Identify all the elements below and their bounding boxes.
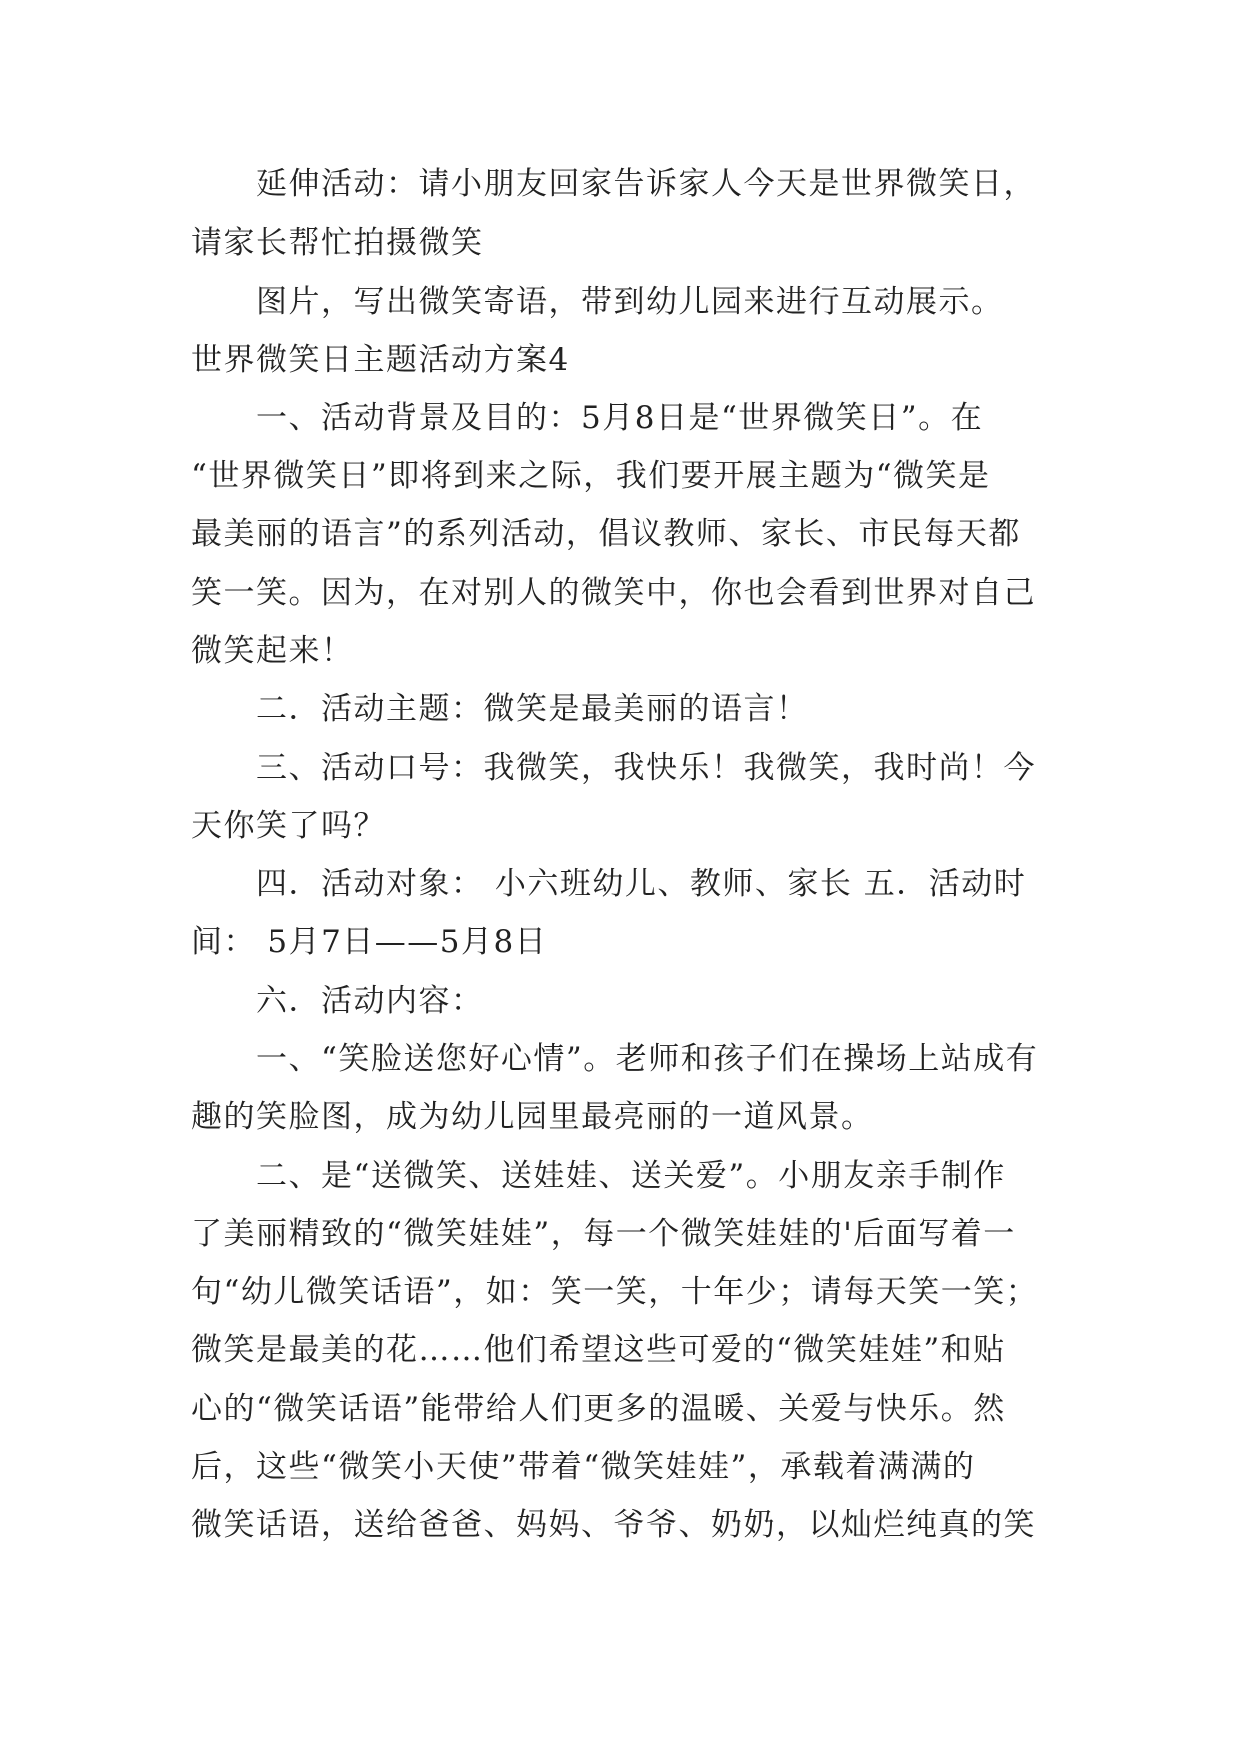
paragraph-line: 微笑是最美的花……他们希望这些可爱的“微笑娃娃”和贴 (191, 1332, 1006, 1368)
paragraph-line: 图片，写出微笑寄语，带到幼儿园来进行互动展示。 (256, 284, 1004, 320)
paragraph-line: 三、活动口号：我微笑，我快乐！我微笑，我时尚！今 (256, 750, 1036, 786)
paragraph-line: 六．活动内容： (256, 983, 484, 1019)
paragraph-line: 天你笑了吗？ (191, 808, 386, 844)
paragraph-line: 句“幼儿微笑话语”，如：笑一笑，十年少；请每天笑一笑； (191, 1274, 1039, 1310)
paragraph-line: 间： 5月7日——5月8日 (191, 924, 548, 960)
paragraph-line: 微笑起来！ (191, 633, 354, 669)
paragraph-line: 后，这些“微笑小天使”带着“微笑娃娃”，承载着满满的 (191, 1449, 976, 1485)
paragraph-line: 心的“微笑话语”能带给人们更多的温暖、关爱与快乐。然 (191, 1391, 1006, 1427)
paragraph-line: 趣的笑脸图，成为幼儿园里最亮丽的一道风景。 (191, 1099, 874, 1135)
paragraph-line: 二．活动主题：微笑是最美丽的语言！ (256, 691, 809, 727)
paragraph-line: 一、“笑脸送您好心情”。老师和孩子们在操场上站成有 (256, 1041, 1039, 1077)
paragraph-line: 四．活动对象： 小六班幼儿、教师、家长 五．活动时 (256, 866, 1027, 902)
section-heading: 世界微笑日主题活动方案4 (191, 342, 570, 378)
paragraph-line: 二、是“送微笑、送娃娃、送关爱”。小朋友亲手制作 (256, 1158, 1006, 1194)
paragraph-line: 微笑话语，送给爸爸、妈妈、爷爷、奶奶，以灿烂纯真的笑 (191, 1507, 1036, 1543)
paragraph-line: “世界微笑日”即将到来之际，我们要开展主题为“微笑是 (191, 458, 991, 494)
paragraph-line: 请家长帮忙拍摄微笑 (191, 225, 484, 261)
paragraph-line: 最美丽的语言”的系列活动，倡议教师、家长、市民每天都 (191, 516, 1021, 552)
paragraph-line: 延伸活动：请小朋友回家告诉家人今天是世界微笑日， (256, 166, 1036, 202)
paragraph-line: 了美丽精致的“微笑娃娃”，每一个微笑娃娃的'后面写着一 (191, 1216, 1016, 1252)
paragraph-line: 一、活动背景及目的：5月8日是“世界微笑日”。在 (256, 400, 984, 436)
paragraph-line: 笑一笑。因为，在对别人的微笑中，你也会看到世界对自己 (191, 575, 1036, 611)
